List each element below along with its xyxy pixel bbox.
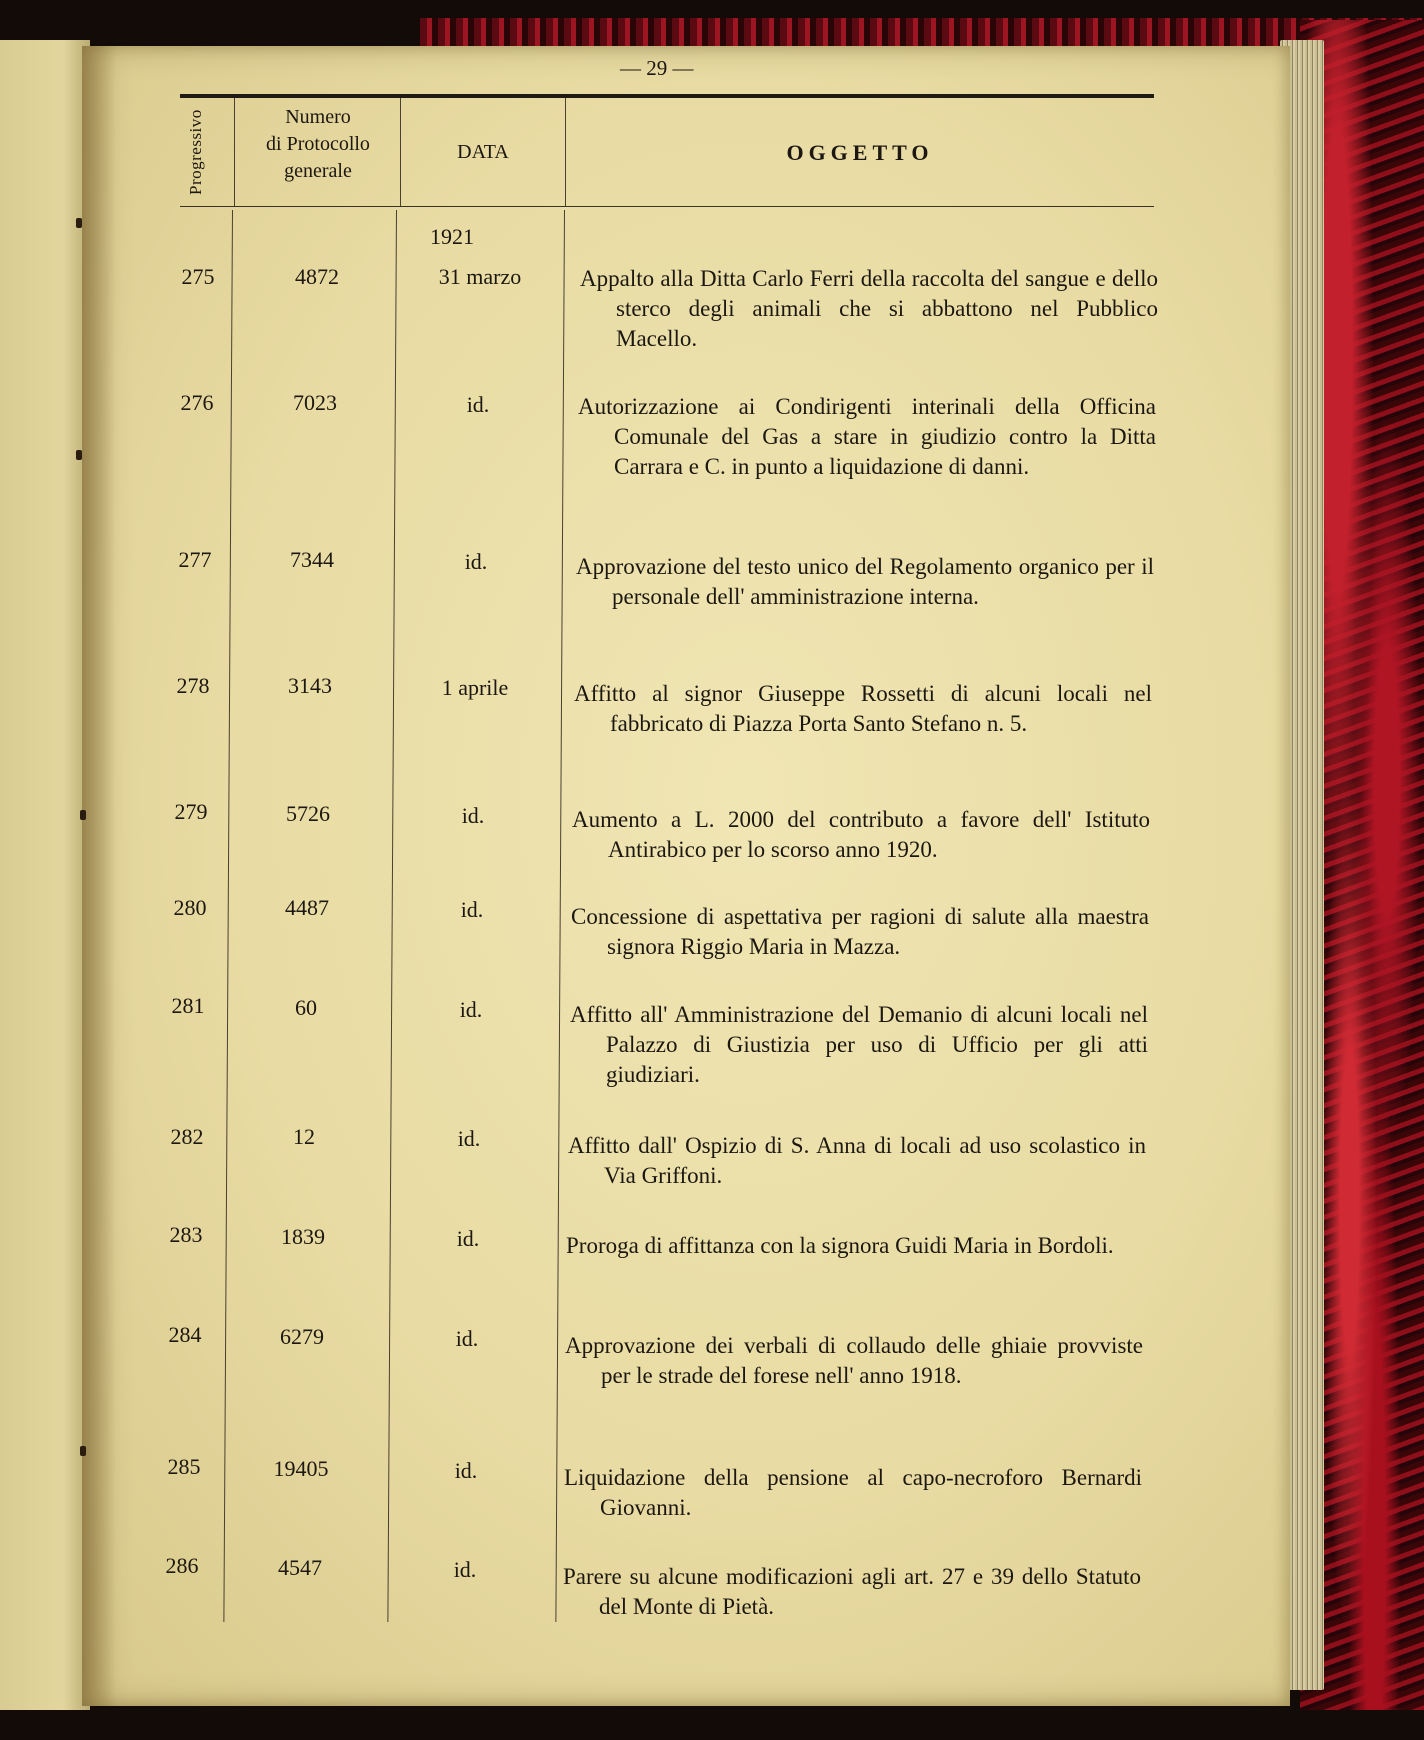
- row-protocollo: 7344: [290, 547, 334, 572]
- header-data: DATA: [457, 141, 509, 163]
- header-numero-line: di Protocollo: [266, 133, 370, 155]
- header-rule-bottom: [180, 206, 1154, 207]
- row-protocollo: 12: [293, 1124, 315, 1149]
- page-number: — 29 —: [620, 56, 694, 80]
- row-progressivo: 275: [181, 264, 215, 289]
- row-protocollo: 4547: [278, 1555, 322, 1580]
- row-data: id.: [455, 1326, 479, 1351]
- row-oggetto: Parere su alcune modificazioni agli art. 27 e 39 dello Statuto del Monte di Pietà.: [563, 1564, 1141, 1619]
- column-divider: [400, 98, 401, 206]
- row-protocollo: 6279: [280, 1324, 324, 1349]
- row-oggetto: Proroga di affittanza con la signora Guidi Maria in Bordoli.: [566, 1233, 1114, 1258]
- row-oggetto: Approvazione dei verbali di collaudo delle ghiaie provviste per le strade del forese nell' anno 1918.: [565, 1333, 1143, 1388]
- row-data: id.: [466, 392, 490, 417]
- header-progressivo: Progressivo: [186, 109, 205, 195]
- row-progressivo: 280: [173, 895, 207, 920]
- row-protocollo: 4872: [295, 264, 339, 289]
- binding-stitch: [76, 450, 82, 460]
- row-data: id.: [453, 1557, 477, 1582]
- row-progressivo: 285: [167, 1454, 201, 1479]
- binding-stitch: [80, 1446, 86, 1456]
- row-protocollo: 5726: [286, 801, 330, 826]
- binding-stitch: [80, 810, 86, 820]
- left-page-edge: [0, 40, 90, 1710]
- row-protocollo: 7023: [293, 390, 337, 415]
- row-oggetto: Affitto al signor Giuseppe Rossetti di alcuni locali nel fabbricato di Piazza Porta Santo Stefano n. 5.: [574, 681, 1152, 736]
- row-data: id.: [454, 1458, 478, 1483]
- row-data: id.: [460, 897, 484, 922]
- row-oggetto: Appalto alla Ditta Carlo Ferri della raccolta del sangue e dello sterco degli animali che si abbattono nel Pubblico Macello.: [580, 266, 1158, 351]
- row-protocollo: 19405: [273, 1456, 329, 1481]
- row-progressivo: 284: [168, 1322, 202, 1347]
- row-data: id.: [461, 803, 485, 828]
- column-divider: [565, 98, 566, 206]
- row-oggetto: Affitto dall' Ospizio di S. Anna di locali ad uso scolastico in Via Griffoni.: [568, 1133, 1146, 1188]
- row-oggetto: Approvazione del testo unico del Regolamento organico per il personale dell' amministrazione interna.: [576, 554, 1154, 609]
- row-protocollo: 1839: [281, 1224, 325, 1249]
- row-data: id.: [464, 549, 488, 574]
- row-data: id.: [457, 1126, 481, 1151]
- row-progressivo: 277: [178, 547, 212, 572]
- row-data: 31 marzo: [438, 264, 522, 289]
- row-protocollo: 60: [295, 995, 317, 1020]
- header-numero-line: Numero: [285, 106, 351, 128]
- row-progressivo: 281: [171, 993, 205, 1018]
- row-data: id.: [456, 1226, 480, 1251]
- page-gutter-shadow: [82, 46, 116, 1706]
- row-progressivo: 283: [169, 1222, 203, 1247]
- row-progressivo: 282: [170, 1124, 204, 1149]
- header-numero-line: generale: [284, 160, 352, 182]
- row-protocollo: 4487: [285, 895, 329, 920]
- row-oggetto: Autorizzazione ai Condirigenti interinali della Officina Comunale del Gas a stare in giudizio contro la Ditta Carrara e C. in punto a liquidazione di danni.: [578, 394, 1156, 479]
- row-progressivo: 279: [174, 799, 208, 824]
- row-oggetto: Aumento a L. 2000 del contributo a favore dell' Istituto Antirabico per lo scorso anno 1920.: [572, 807, 1150, 862]
- header-rule-top: [180, 94, 1154, 98]
- row-data: 1 aprile: [441, 675, 509, 700]
- row-data: id.: [459, 997, 483, 1022]
- header-oggetto: OGGETTO: [786, 140, 934, 165]
- binding-stitch: [76, 218, 82, 228]
- column-divider: [234, 98, 235, 206]
- row-protocollo: 3143: [288, 673, 332, 698]
- row-progressivo: 286: [165, 1553, 199, 1578]
- row-progressivo: 276: [180, 390, 214, 415]
- row-oggetto: Concessione di aspettativa per ragioni di salute alla maestra signora Riggio Maria in Mazza.: [571, 904, 1149, 959]
- header-numero: [240, 104, 396, 185]
- row-oggetto: Affitto all' Amministrazione del Demanio di alcuni locali nel Palazzo di Giustizia per uso di Ufficio per gli atti giudiziari.: [570, 1002, 1148, 1087]
- row-oggetto: Liquidazione della pensione al capo-necroforo Bernardi Giovanni.: [564, 1465, 1142, 1520]
- row-progressivo: 278: [176, 673, 210, 698]
- year-label: 1921: [430, 224, 474, 249]
